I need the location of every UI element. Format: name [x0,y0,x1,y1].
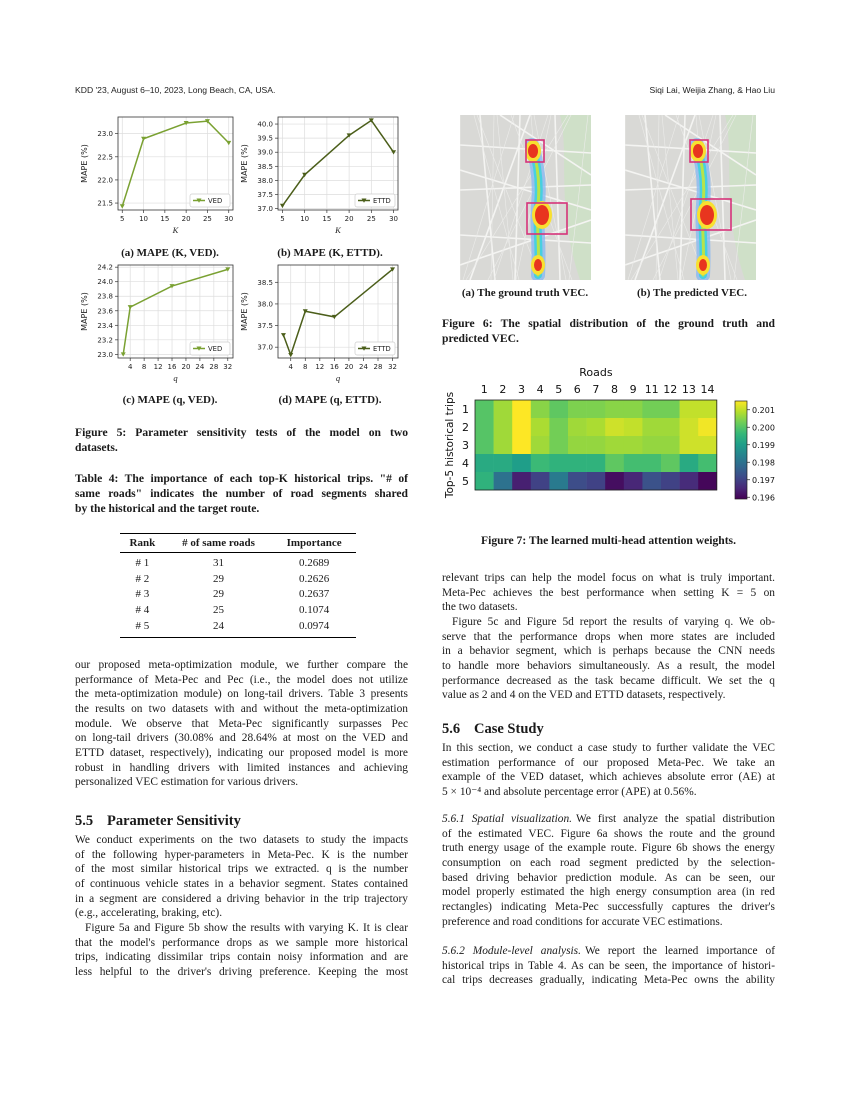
heatmap-cell [531,436,550,454]
column-tick-label: 12 [663,383,678,396]
heatmap-cell [587,400,606,418]
heat-hotspot [528,144,538,158]
importance-table [120,533,356,638]
x-tick-label: 20 [344,363,354,371]
row-tick-label: 3 [462,439,469,452]
colorbar-tick-label: 0.198 [752,458,775,468]
colorbar-tick-label: 0.200 [752,423,775,433]
heatmap-cell [605,400,624,418]
column-tick-label: 7 [592,383,600,396]
y-tick-label: 23.4 [97,321,113,330]
table-row [120,572,356,588]
heatmap-cell [605,436,624,454]
running-header-venue: KDD '23, August 6–10, 2023, Long Beach, CA, USA. [75,85,276,95]
y-tick-label: 37.5 [257,322,273,331]
text-line: (e.g., accelerating, braking, etc). [75,907,223,920]
paragraph-module-level-analysis [442,944,775,988]
y-tick-label: 21.5 [97,199,113,208]
row-tick-label: 1 [462,403,469,416]
text-line: We conduct experiments on the two datasets to study the impacts [75,834,408,846]
text-line: rectangles) indicating Meta-Pec successfully captures the driver's [442,900,775,913]
heatmap-cell [531,418,550,436]
figure6-caption: Figure 6: The spatial distribution of the ground truth and predicted VEC. [442,317,775,345]
chart-mape-q-ved [75,260,245,390]
subcaption-5b: (b) MAPE (K, ETTD). [277,247,383,259]
text-line: example of the VED dataset, which achieves absolute error (AE) at [442,771,775,784]
heatmap-cell [549,436,568,454]
table-cell: 24 [165,619,272,637]
col-header: # of same roads [165,534,272,553]
table-header-row [120,534,356,553]
heatmap-cell [512,436,531,454]
heatmap-cell [698,400,717,418]
y-tick-label: 39.5 [257,134,273,143]
text-line: preference and road conditions for accurate VEC estimations. [442,915,723,928]
colorbar-tick-label: 0.197 [752,475,775,485]
table-cell: 29 [213,588,224,601]
column-tick-label: 5 [555,383,563,396]
text-line: that the model's performance drops as we sample more historical [75,936,408,949]
text-line: the meta-optimization module) on long-tail drivers. Table 3 presents [75,688,408,701]
heatmap-cell [605,418,624,436]
paragraph-lead: 5.6.2 Module-level analysis. [442,945,581,957]
x-tick-label: 20 [344,215,354,223]
x-tick-label: 28 [373,363,383,371]
heatmap-cell [698,454,717,472]
heatmap-cell [549,472,568,490]
heatmap-cell [680,472,699,490]
x-tick-label: 10 [300,215,310,223]
heatmap-cell [512,400,531,418]
text-line: relevant trips can help the model focus on what is truly important. [442,572,775,584]
y-tick-label: 40.0 [257,120,273,129]
text-line: trips, indicating dissimilar trips contain noisy information and are [75,951,408,964]
x-tick-label: 12 [315,363,325,371]
paragraph-meta-optimization [75,658,408,790]
y-tick-label: 38.0 [257,176,273,185]
subcaption-5c: (c) MAPE (q, VED). [122,394,218,406]
legend-label: ETTD [373,345,391,354]
x-tick-label: 16 [167,363,177,371]
heat-hotspot [693,144,703,158]
table4-caption: Table 4: The importance of each top-K historical trips. "# of same roads" indicates the number of road segments shared by the historical and the target route. [75,472,408,515]
heatmap-cell [587,436,606,454]
text-line: performance decreased as the task became difficult. We set the q [442,674,775,687]
text-line: our proposed meta-optimization module, we further compare the [75,659,408,671]
running-header-authors: Siqi Lai, Weijia Zhang, & Hao Liu [649,85,775,95]
text-line: serve that the performance drops when more states are included [442,630,775,643]
y-axis-label: MAPE (%) [80,144,89,183]
column-tick-label: 6 [573,383,581,396]
heatmap-cell [680,418,699,436]
column-tick-label: 2 [499,383,507,396]
text-line: truth energy usage of the example route. Figure 6b shows the energy [442,842,775,855]
chart-title: Roads [579,366,613,379]
x-tick-label: 24 [195,363,205,371]
x-tick-label: 30 [389,215,399,223]
paragraph-relevant-trips [442,571,775,615]
text-line: 5 × 10⁻⁴ and absolute percentage error (APE) at 0.56%. [442,785,697,798]
text-span: We report the learned importance of [584,945,775,957]
paragraph-varying-q [442,615,775,703]
text-line: Figure 5c and Figure 5d report the results of varying q. We ob- [452,616,775,628]
data-point-marker [120,204,125,208]
y-tick-label: 23.0 [97,350,113,359]
heatmap-cell [661,436,680,454]
text-line: Figure 5a and Figure 5b show the results with varying K. It is clear [85,922,408,934]
table-cell: # 1 [135,557,150,569]
table-cell: 29 [213,572,224,585]
text-line: of the estimated VEC. Figure 6a shows the route and the ground [442,827,775,840]
text-line: model properly estimated the high energy consumption area (in red [442,886,775,899]
text-line: of continuous vehicle states in a behavior segment. States contained [75,877,408,890]
text-line: on long-tail drivers (30.08% and 28.64% at most on the VED and [75,732,408,745]
heatmap-cell [494,418,513,436]
legend-label: ETTD [373,197,391,206]
heatmap-cell [624,436,643,454]
text-line: cal trips decreases gradually, indicating Meta-Pec owns the ability [442,974,775,987]
legend-label: VED [208,197,223,206]
col-header: Importance [272,534,356,553]
section-heading-5-5: 5.5 Parameter Sensitivity [75,813,241,829]
y-tick-label: 37.0 [257,343,273,352]
x-tick-label: 24 [358,363,368,371]
data-point-marker [281,333,286,337]
heatmap-cell [587,454,606,472]
map-predicted-vec [625,115,756,280]
x-tick-label: 16 [329,363,339,371]
table-cell: # 2 [135,572,150,585]
y-tick-label: 23.2 [97,336,113,345]
map-ground-truth-vec [460,115,591,280]
x-tick-label: 15 [322,215,332,223]
heat-hotspot [535,205,549,225]
table-cell: 0.2637 [298,588,330,601]
table-cell: 0.2689 [298,557,330,569]
y-axis-label: MAPE (%) [240,144,249,183]
x-tick-label: 32 [388,363,398,371]
y-tick-label: 23.0 [97,130,113,139]
column-tick-label: 8 [611,383,618,396]
x-tick-label: 4 [288,363,293,371]
heatmap-cell [494,454,513,472]
y-tick-label: 38.5 [257,162,273,171]
text-line: Meta-Pec achieves the best performance when setting K = 5 on [442,586,775,599]
row-tick-label: 4 [462,457,469,470]
text-span: We first analyze the spatial distribution [576,813,775,825]
x-tick-label: 25 [366,215,376,223]
x-axis-label: q [335,373,341,383]
colorbar [735,401,747,499]
x-tick-label: 32 [223,363,233,371]
y-tick-label: 37.0 [257,205,273,214]
x-tick-label: 4 [127,363,133,371]
x-tick-label: 5 [280,215,285,223]
heatmap-cell [698,418,717,436]
y-tick-label: 23.6 [97,307,113,316]
section-heading-5-6: 5.6 Case Study [442,721,544,737]
col-header: Rank [120,534,165,553]
paragraph-parameter-sensitivity [75,833,408,921]
table-row [120,553,356,572]
column-tick-label: 14 [700,383,715,396]
heatmap-cell [605,472,624,490]
x-tick-label: 15 [160,215,170,223]
x-tick-label: 5 [120,215,125,223]
paragraph-lead: 5.6.1 Spatial visualization. [442,813,573,825]
x-tick-label: 10 [139,215,149,223]
heatmap-cell [661,472,680,490]
legend-label: VED [208,345,223,354]
heatmap-cell [661,400,680,418]
heatmap-cell [698,472,717,490]
data-point-marker [288,353,293,357]
text-line: module. We observe that Meta-Pec significantly surpasses Pec [75,717,408,730]
subcaption-5a: (a) MAPE (K, VED). [121,247,219,259]
heatmap-cell [475,472,494,490]
row-tick-label: 5 [462,475,469,488]
heatmap-cell [587,418,606,436]
table-cell: # 4 [135,604,150,617]
heat-hotspot [699,259,707,271]
column-tick-label: 9 [629,383,637,396]
text-line: to handle more behaviors simultaneously. As a result, the model [442,659,775,672]
y-axis-label: MAPE (%) [80,292,89,331]
x-tick-label: 12 [153,363,163,371]
heatmap-cell [661,418,680,436]
heatmap-cell [680,436,699,454]
y-tick-label: 38.5 [257,278,273,287]
heatmap-cell [512,472,531,490]
heatmap-cell [680,400,699,418]
table-cell: # 5 [120,619,165,637]
text-line: less helpful to the driver's driving preference. Keeping the most [75,965,408,978]
chart-mape-k-ettd [235,112,410,242]
x-tick-label: 8 [303,363,308,371]
heatmap-cell [642,400,661,418]
x-tick-label: 20 [181,363,191,371]
data-point-marker [128,305,133,309]
heatmap-cell [531,400,550,418]
heatmap-cell [642,418,661,436]
heatmap-cell [587,472,606,490]
heatmap-cell [642,472,661,490]
text-line: estimation performance of our proposed Meta-Pec. We take an [442,756,775,769]
table-row [120,587,356,603]
x-tick-label: 8 [141,363,147,371]
text-line: consumption on each road segment predicted by the selection- [442,856,775,869]
text-line: in a segment are considered a driving behavior in the trip trajectory [75,892,408,905]
x-tick-label: 20 [181,215,191,223]
column-tick-label: 4 [536,383,544,396]
text-line: ETTD dataset, respectively), indicating our proposed model is more [75,746,408,759]
y-tick-label: 39.0 [257,148,273,157]
text-line: In this section, we conduct a case study to further validate the VEC [442,742,775,754]
table-cell: 0.0974 [272,619,356,637]
y-tick-label: 38.0 [257,300,273,309]
heatmap-cell [698,436,717,454]
heatmap-cell [624,400,643,418]
text-line: the results on two datasets with and without the meta-optimization [75,702,408,715]
heatmap-cell [531,472,550,490]
text-line: the two datasets. [442,601,518,614]
table-cell: # 3 [135,588,150,601]
text-line: personalized VEC estimation for various drivers. [75,776,299,789]
y-axis-label: Top-5 historical trips [444,391,456,499]
y-tick-label: 24.0 [97,278,113,287]
colorbar-tick-label: 0.199 [752,440,775,450]
table-cell: 25 [213,604,224,617]
series-line [282,120,393,205]
paragraph-spatial-visualization [442,812,775,929]
table-cell: 0.1074 [298,604,330,617]
y-tick-label: 23.8 [97,292,113,301]
heat-hotspot [700,205,714,225]
column-tick-label: 1 [480,383,488,396]
heatmap-cell [605,454,624,472]
heatmap-cell [624,454,643,472]
subcaption-6b: (b) The predicted VEC. [636,287,747,299]
text-line [442,812,775,827]
text-line: historical trips in Table 4. As can be seen, the importance of histori- [442,959,775,972]
text-line: in a behavior segment, which is perhaps because the CNN needs [442,645,775,658]
heatmap-cell [512,454,531,472]
figure7-caption: Figure 7: The learned multi-head attention weights. [481,534,736,547]
heatmap-cell [475,418,494,436]
x-axis-label: K [172,225,179,235]
x-tick-label: 28 [209,363,219,371]
y-axis-label: MAPE (%) [240,292,249,331]
text-line: based driving behavior prediction module. As can be seen, our [442,871,775,884]
text-line: value as 2 and 4 on the VED and ETTD datasets, respectively. [442,689,726,702]
heatmap-cell [568,472,587,490]
heatmap-cell [568,418,587,436]
heatmap-cell [475,454,494,472]
column-tick-label: 13 [681,383,696,396]
heatmap-cell [475,436,494,454]
heatmap-cell [494,472,513,490]
heatmap-cell [568,454,587,472]
x-axis-label: K [335,225,341,235]
chart-mape-k-ved [75,112,245,242]
attention-heatmap [440,362,780,512]
heatmap-cell [624,472,643,490]
heatmap-cell [494,436,513,454]
heatmap-cell [549,400,568,418]
data-point-marker [280,204,285,208]
table-cell: 0.2626 [298,572,330,585]
column-tick-label: 3 [518,383,525,396]
text-line: of the most similar historical trips we extracted. q is the number [75,863,408,876]
heatmap-cell [624,418,643,436]
y-tick-label: 22.5 [97,153,113,162]
heatmap-cell [512,418,531,436]
text-line: robust in handling drivers with limited instances and achieving [75,761,408,774]
y-tick-label: 22.0 [97,176,113,185]
paragraph-case-study [442,741,775,800]
heatmap-cell [549,454,568,472]
heatmap-cell [642,436,661,454]
heatmap-cell [549,418,568,436]
heatmap-cell [642,454,661,472]
row-tick-label: 2 [462,421,469,434]
heat-hotspot [534,259,542,271]
heatmap-cell [568,400,587,418]
table-cell: 31 [213,557,224,569]
y-tick-label: 37.5 [257,191,273,199]
y-tick-label: 24.2 [97,263,113,272]
chart-mape-q-ettd [235,260,410,390]
figure5-caption: Figure 5: Parameter sensitivity tests of the model on two datasets. [75,426,408,454]
x-tick-label: 25 [202,215,212,223]
data-point-marker [226,141,231,145]
heatmap-cell [531,454,550,472]
heatmap-cell [494,400,513,418]
table-row [120,603,356,619]
heatmap-cell [475,400,494,418]
x-tick-label: 30 [224,215,234,223]
colorbar-tick-label: 0.196 [752,493,775,503]
text-line: performance of Meta-Pec and Pec (i.e., the model does not utilize [75,673,408,686]
heatmap-cell [680,454,699,472]
heatmap-cell [661,454,680,472]
heatmap-cell [568,436,587,454]
table-row [120,619,356,637]
column-tick-label: 11 [644,383,659,396]
text-line: of the following hyper-parameters in Meta-Pec. K is the number [75,848,408,861]
x-axis-label: q [173,373,178,383]
series-line [123,269,228,354]
colorbar-tick-label: 0.201 [752,405,775,415]
text-line [442,944,775,959]
paragraph-varying-k [75,921,408,980]
subcaption-6a: (a) The ground truth VEC. [461,287,589,299]
subcaption-5d: (d) MAPE (q, ETTD). [278,394,382,406]
